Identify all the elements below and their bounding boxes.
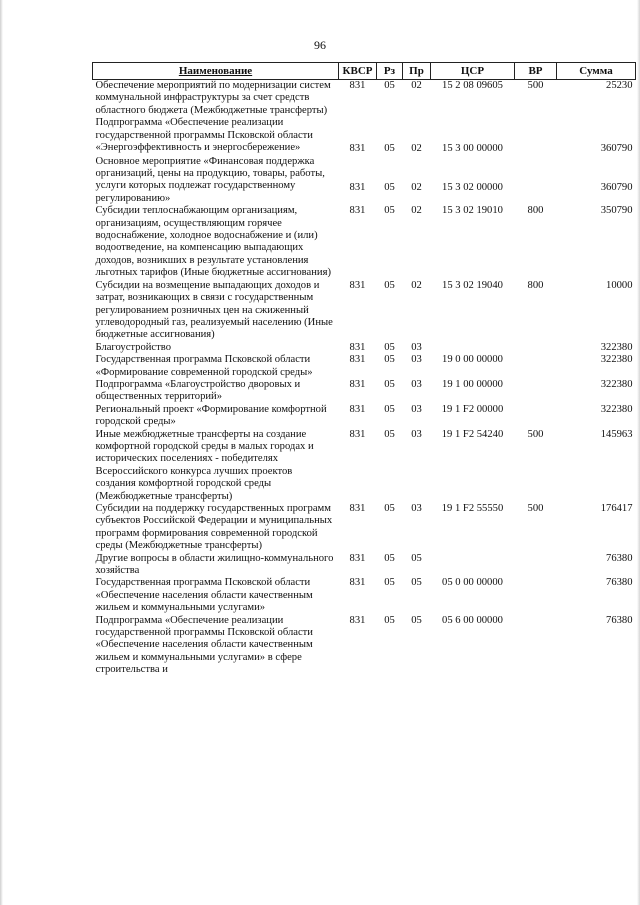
scan-edge-left xyxy=(0,0,3,905)
cell-pr: 02 xyxy=(411,279,422,291)
cell-csr: 19 1 F2 55550 xyxy=(441,503,504,514)
cell-pr: 02 xyxy=(411,181,422,193)
cell-sum: 76380 xyxy=(606,614,633,626)
cell-name: Субсидии теплоснабжающим организациям, организациям, осуществляющим горячее водоснабжение, холодное водоснабжение и (или) водоотведение, на компенсацию выпадающих доходов, возникших в результате установления льготных тарифов (Иные бюджетные ассигнования) xyxy=(95,205,331,279)
cell-name: Благоустройство xyxy=(95,341,171,353)
table-row xyxy=(93,503,636,553)
cell-rz: 05 xyxy=(384,181,395,193)
cell-csr: 19 1 F2 54240 xyxy=(441,428,504,440)
cell-sum: 176417 xyxy=(600,503,633,514)
cell-name: Иные межбюджетные трансферты на создание комфортной городской среды в малых городах и исторических поселениях - победителях Всероссийского конкурса лучших проектов создания комфортной городской среды (Межбюджетные трансферты) xyxy=(95,428,314,502)
cell-pr: 03 xyxy=(411,354,422,366)
cell-vr xyxy=(515,342,557,354)
cell-pr: 02 xyxy=(411,205,422,217)
cell-sum: 350790 xyxy=(600,205,633,217)
cell-rz: 05 xyxy=(384,577,395,589)
cell-csr: 15 3 02 19010 xyxy=(442,205,503,217)
budget-table xyxy=(92,62,636,677)
cell-vr xyxy=(515,404,557,429)
cell-name: Субсидии на возмещение выпадающих доходов и затрат, возникающих в связи с государственным регулированием розничных цен на сжиженный углеводородный газ, реализуемый населению (Иные бюджетные ассигнования) xyxy=(95,279,333,341)
cell-rz: 05 xyxy=(384,378,395,390)
cell-pr: 03 xyxy=(411,428,422,440)
cell-vr xyxy=(515,615,557,677)
cell-name: Региональный проект «Формирование комфортной городской среды» xyxy=(95,403,327,428)
cell-name: Обеспечение мероприятий по модернизации систем коммунальной инфраструктуры за счет средств областного бюджета (Межбюджетные трансферты) xyxy=(95,80,331,116)
cell-vr xyxy=(515,577,557,614)
cell-vr: 500 xyxy=(527,503,544,514)
table-row xyxy=(93,379,636,404)
cell-pr: 03 xyxy=(411,378,422,390)
cell-vr: 800 xyxy=(527,205,544,217)
cell-pr: 05 xyxy=(411,577,422,589)
cell-pr: 05 xyxy=(411,552,422,564)
cell-pr: 02 xyxy=(411,143,422,155)
column-header-csr: ЦСР xyxy=(431,63,515,80)
cell-kvsr: 831 xyxy=(349,354,366,366)
column-header-rz: Рз xyxy=(377,63,403,80)
cell-pr: 03 xyxy=(411,403,422,415)
cell-sum: 360790 xyxy=(600,143,633,155)
cell-csr: 19 0 00 00000 xyxy=(442,354,503,366)
table-row xyxy=(93,342,636,354)
cell-sum: 10000 xyxy=(606,279,633,291)
cell-rz: 05 xyxy=(384,503,395,514)
cell-sum: 322380 xyxy=(600,341,633,353)
cell-rz: 05 xyxy=(384,614,395,626)
cell-csr xyxy=(431,342,515,354)
page-number: 96 xyxy=(314,38,326,52)
cell-pr: 05 xyxy=(411,614,422,626)
column-header-vr: ВР xyxy=(515,63,557,80)
cell-csr xyxy=(431,553,515,578)
cell-vr: 500 xyxy=(527,80,544,91)
cell-kvsr: 831 xyxy=(349,503,366,514)
table-header-row xyxy=(93,63,636,80)
cell-vr xyxy=(515,117,557,155)
cell-vr: 500 xyxy=(527,428,544,440)
cell-pr: 02 xyxy=(411,80,422,91)
cell-csr: 19 1 F2 00000 xyxy=(441,403,504,415)
cell-name: Подпрограмма «Обеспечение реализации государственной программы Псковской области «Обеспечение населения области качественным жильем и коммунальными услугами» в сфере строительства и xyxy=(95,614,313,676)
cell-rz: 05 xyxy=(384,341,395,353)
cell-sum: 76380 xyxy=(606,577,633,589)
cell-name: Государственная программа Псковской области «Обеспечение населения области качественным жильем и коммунальными услугами» xyxy=(95,577,313,614)
cell-sum: 25230 xyxy=(606,80,633,91)
cell-sum: 76380 xyxy=(606,552,633,564)
table-row xyxy=(93,354,636,379)
cell-name: Государственная программа Псковской области «Формирование современной городской среды» xyxy=(95,354,313,378)
cell-name: Другие вопросы в области жилищно-коммунального хозяйства xyxy=(95,552,334,577)
cell-kvsr: 831 xyxy=(349,181,366,193)
cell-kvsr: 831 xyxy=(349,403,366,415)
table-row xyxy=(93,205,636,279)
table-row xyxy=(93,615,636,677)
cell-rz: 05 xyxy=(384,403,395,415)
cell-name: Основное мероприятие «Финансовая поддержка организаций, цены на продукцию, товары, работы, услуги которых подлежат государственному регулированию» xyxy=(95,155,325,204)
cell-sum: 322380 xyxy=(600,354,633,366)
cell-kvsr: 831 xyxy=(349,80,366,91)
cell-csr: 15 2 08 09605 xyxy=(442,80,503,91)
cell-rz: 05 xyxy=(384,279,395,291)
table-row xyxy=(93,553,636,578)
cell-kvsr: 831 xyxy=(349,143,366,155)
cell-vr: 800 xyxy=(527,279,544,291)
cell-sum: 322380 xyxy=(600,378,633,390)
cell-rz: 05 xyxy=(384,354,395,366)
table-row xyxy=(93,404,636,429)
cell-kvsr: 831 xyxy=(349,614,366,626)
cell-name: Подпрограмма «Обеспечение реализации государственной программы Псковской области «Энергоэффективность и энергосбережение» xyxy=(95,117,313,154)
cell-csr: 15 3 00 00000 xyxy=(442,143,503,155)
column-header-pr: Пр xyxy=(403,63,431,80)
cell-sum: 322380 xyxy=(600,403,633,415)
cell-rz: 05 xyxy=(384,205,395,217)
table-row xyxy=(93,156,636,206)
cell-vr xyxy=(515,354,557,379)
cell-rz: 05 xyxy=(384,80,395,91)
table-row xyxy=(93,577,636,614)
cell-vr xyxy=(515,379,557,404)
cell-vr xyxy=(515,553,557,578)
cell-name: Подпрограмма «Благоустройство дворовых и общественных территорий» xyxy=(95,378,301,403)
cell-kvsr: 831 xyxy=(349,341,366,353)
column-header-name: Наименование xyxy=(93,63,339,80)
cell-csr: 19 1 00 00000 xyxy=(442,378,503,390)
column-header-sum: Сумма xyxy=(557,63,636,80)
table-row xyxy=(93,429,636,503)
table-row xyxy=(93,280,636,342)
cell-vr xyxy=(515,156,557,206)
cell-csr: 15 3 02 19040 xyxy=(442,279,503,291)
cell-rz: 05 xyxy=(384,428,395,440)
cell-kvsr: 831 xyxy=(349,205,366,217)
table-row xyxy=(93,117,636,155)
cell-name: Субсидии на поддержку государственных программ субъектов Российской Федерации и муниципальных программ формирования современной городской среды (Межбюджетные трансферты) xyxy=(95,503,333,552)
cell-csr: 15 3 02 00000 xyxy=(442,181,503,193)
cell-rz: 05 xyxy=(384,143,395,155)
cell-pr: 03 xyxy=(411,341,422,353)
cell-rz: 05 xyxy=(384,552,395,564)
cell-kvsr: 831 xyxy=(349,552,366,564)
cell-csr: 05 0 00 00000 xyxy=(442,577,503,589)
cell-csr: 05 6 00 00000 xyxy=(442,614,503,626)
cell-sum: 145963 xyxy=(600,428,633,440)
cell-kvsr: 831 xyxy=(349,279,366,291)
cell-sum: 360790 xyxy=(600,181,633,193)
cell-kvsr: 831 xyxy=(349,577,366,589)
cell-pr: 03 xyxy=(411,503,422,514)
column-header-kvsr: КВСР xyxy=(339,63,377,80)
table-row xyxy=(93,80,636,118)
cell-kvsr: 831 xyxy=(349,378,366,390)
cell-kvsr: 831 xyxy=(349,428,366,440)
